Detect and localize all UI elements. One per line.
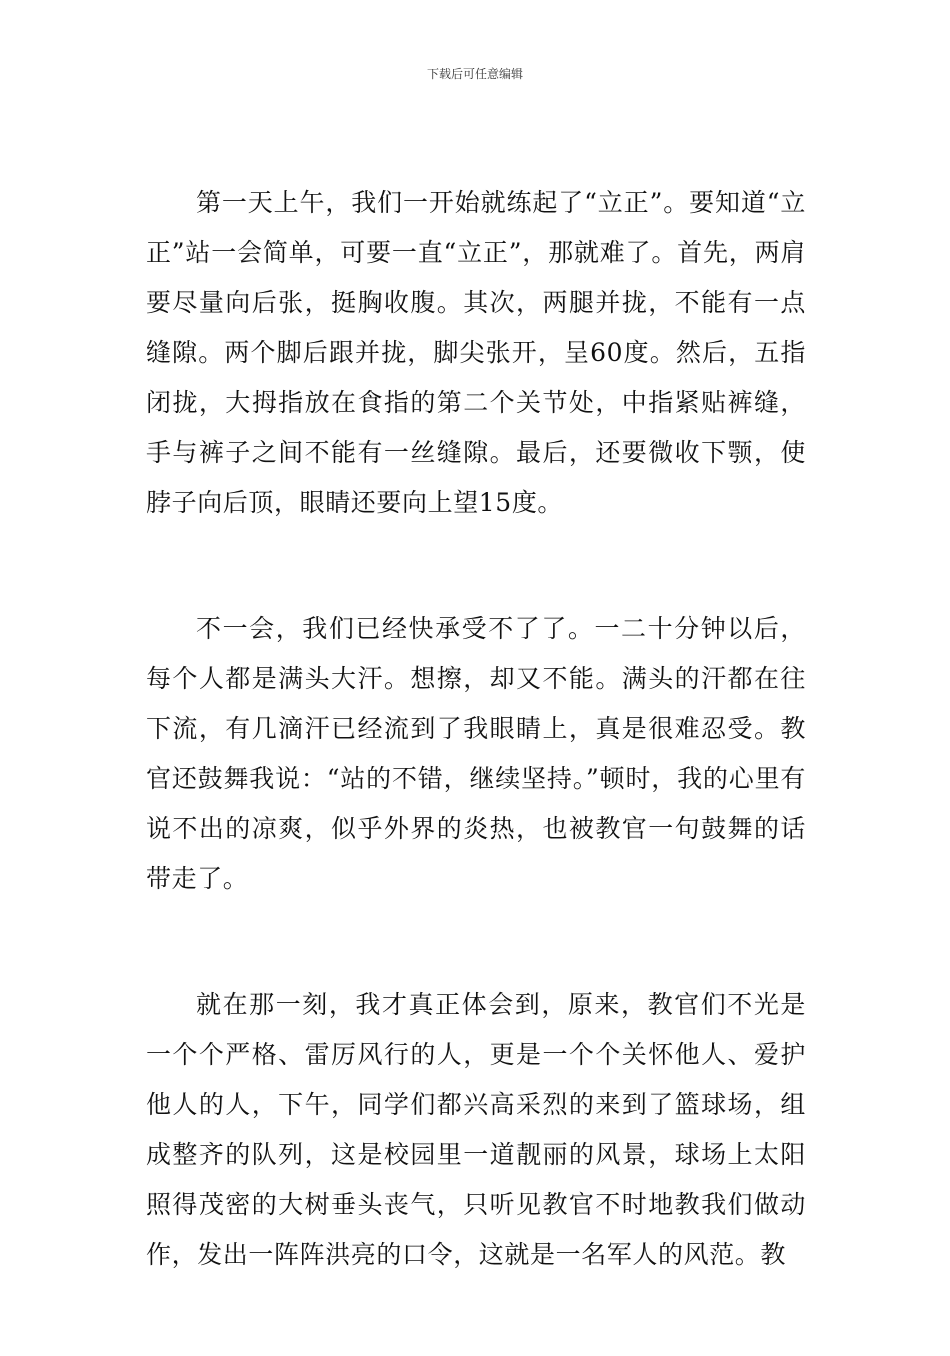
document-body bbox=[146, 178, 806, 1356]
paragraph-1: 第一天上午，我们一开始就练起了“立正”。要知道“立正”站一会简单，可要一直“立正”，那就难了。首先，两肩要尽量向后张，挺胸收腹。其次，两腿并拢，不能有一点缝隙。两个脚后跟并拢，脚尖张开，呈60度。然后，五指闭拢，大拇指放在食指的第二个关节处，中指紧贴裤缝，手与裤子之间不能有一丝缝隙。最后，还要微收下颚，使脖子向后顶，眼睛还要向上望15度。 bbox=[146, 188, 806, 517]
paragraph-3: 就在那一刻，我才真正体会到，原来，教官们不光是一个个严格、雷厉风行的人，更是一个个关怀他人、爱护他人的人，下午，同学们都兴高采烈的来到了篮球场，组成整齐的队列，这是校园里一道靓丽的风景，球场上太阳照得茂密的大树垂头丧气，只听见教官不时地教我们做动作，发出一阵阵洪亮的口令，这就是一名军人的风范。教 bbox=[146, 990, 806, 1269]
page-header: 下载后可任意编辑 bbox=[426, 67, 523, 81]
paragraph-2: 不一会，我们已经快承受不了了。一二十分钟以后，每个人都是满头大汗。想擦，却又不能。满头的汗都在往下流，有几滴汗已经流到了我眼睛上，真是很难忍受。教官还鼓舞我说：“站的不错，继续坚持。”顿时，我的心里有说不出的凉爽，似乎外界的炎热，也被教官一句鼓舞的话带走了。 bbox=[146, 614, 806, 893]
